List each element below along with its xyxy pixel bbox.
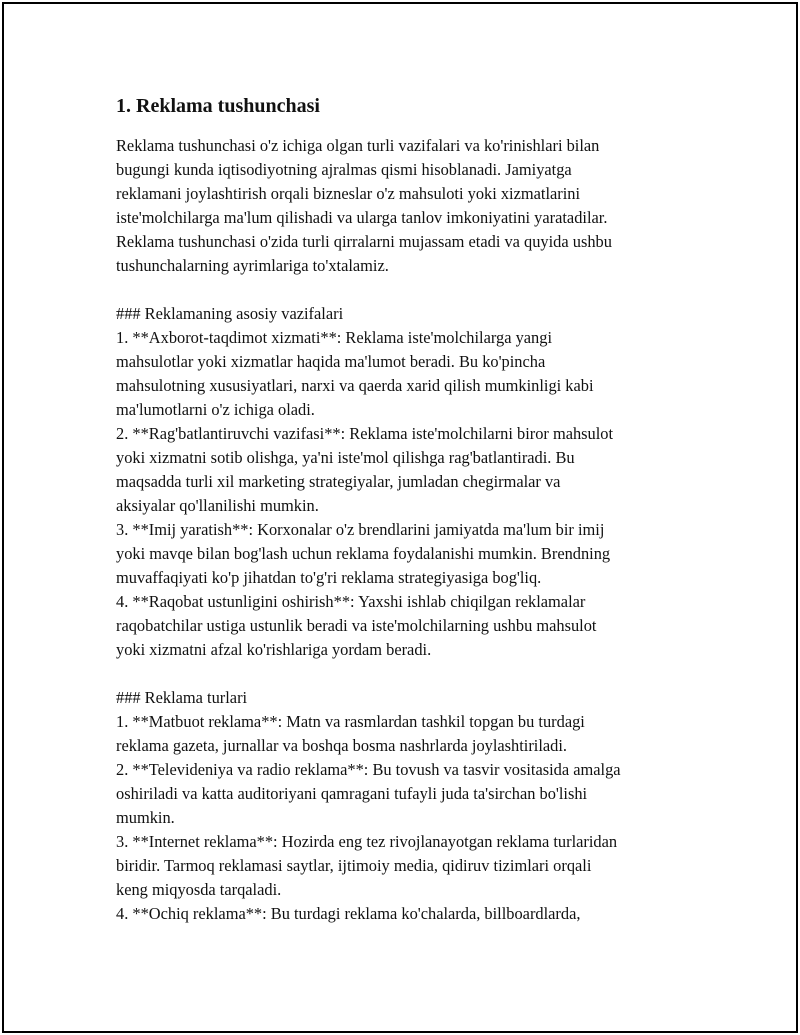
document-title: 1. Reklama tushunchasi xyxy=(116,95,320,117)
document-body: Reklama tushunchasi o'z ichiga olgan turli vazifalari va ko'rinishlari bilan bugungi kunda iqtisodiyotning ajralmas qismi hisoblanadi. Jamiyatga reklamani joylashtirish orqali bizneslar o'z mahsuloti yoki xizmatlarini iste'molchilarga ma'lum qilishadi va ularga tanlov imkoniyatini yaratadilar. Reklama tushunchasi o'zida turli qirralarni mujassam etadi va quyida ushbu tushunchalarning ayrimlariga to'xtalamiz. ### Reklamaning asosiy vazifalari 1. **Axborot-taqdimot xizmati**: Reklama iste'molchilarga yangi mahsulotlar yoki xizmatlar haqida ma'lumot beradi. Bu ko'pincha mahsulotning xususiyatlari, narxi va qaerda xarid qilish mumkinligi kabi ma'lumotlarni o'z ichiga oladi. 2. **Rag'batlantiruvchi vazifasi**: Reklama iste'molchilarni biror mahsulot yoki xizmatni sotib olishga, ya'ni iste'mol qilishga rag'batlantiradi. Bu maqsadda turli xil marketing strategiyalar, jumladan chegirmalar va aksiyalar qo'llanilishi mumkin. 3. **Imij yaratish**: Korxonalar o'z brendlarini jamiyatda ma'lum bir imij yoki mavqe bilan bog'lash uchun reklama foydalanishi mumkin. Brendning muvaffaqiyati ko'p jihatdan to'g'ri reklama strategiyasiga bog'liq. 4. **Raqobat ustunligini oshirish**: Yaxshi ishlab chiqilgan reklamalar raqobatchilar ustiga ustunlik beradi va iste'molchilarning ushbu mahsulot yoki xizmatni afzal ko'rishlariga yordam beradi. ### Reklama turlari 1. **Matbuot reklama**: Matn va rasmlardan tashkil topgan bu turdagi reklama gazeta, jurnallar va boshqa bosma nashrlarda joylashtiriladi. 2. **Televideniya va radio reklama**: Bu tovush va tasvir vositasida amalga oshiriladi va katta auditoriyani qamragani tufayli juda ta'sirchan bo'lishi mumkin. 3. **Internet reklama**: Hozirda eng tez rivojlanayotgan reklama turlaridan biridir. Tarmoq reklamasi saytlar, ijtimoiy media, qidiruv tizimlari orqali keng miqyosda tarqaladi. 4. **Ochiq reklama**: Bu turdagi reklama ko'chalarda, billboardlarda, xyxy=(116,136,621,923)
document-content xyxy=(116,94,716,926)
